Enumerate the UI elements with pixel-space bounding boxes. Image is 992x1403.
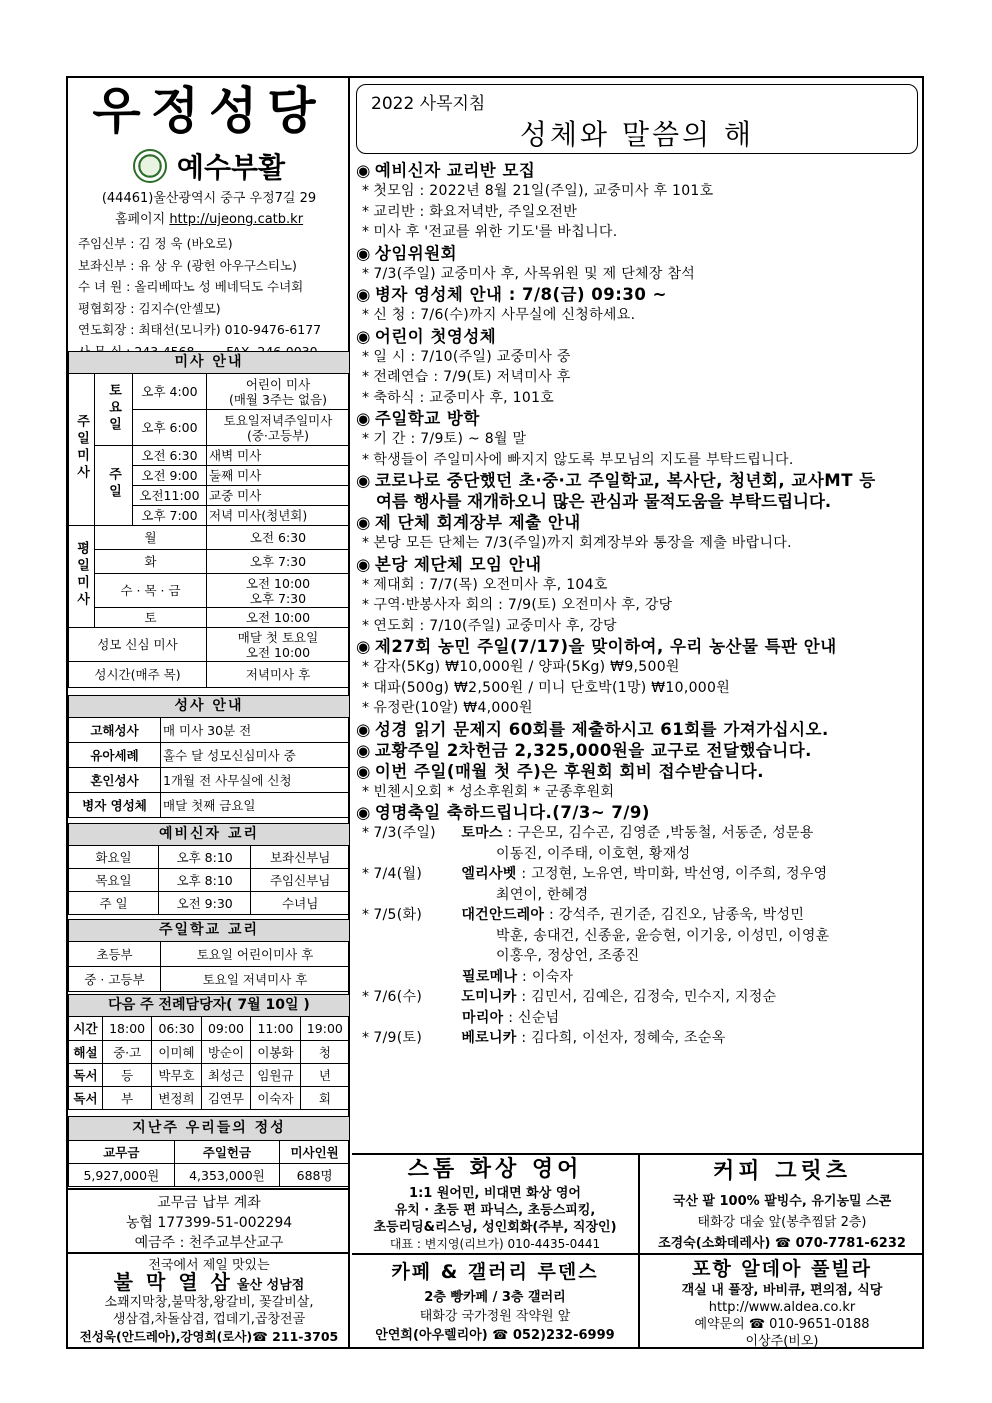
announcement-title: 주일학교 방학 xyxy=(374,409,480,428)
feast-row xyxy=(356,1028,922,1049)
mass-name: 교중 미사 xyxy=(207,486,350,506)
feast-names-continued: 박훈, 송대건, 신종윤, 윤승현, 이기웅, 이성민, 이영훈 xyxy=(496,927,830,944)
announcement-title: 본당 제단체 모임 안내 xyxy=(374,554,542,574)
duty-cell: 김연무 xyxy=(201,1087,250,1110)
announcement-item xyxy=(356,388,922,409)
duty-header: 06:30 xyxy=(152,1017,201,1041)
duty-header: 19:00 xyxy=(300,1017,349,1041)
ad-name-line xyxy=(68,1270,350,1294)
mass-time: 오전 6:30 xyxy=(133,446,207,466)
bullet-asterisk-icon: * xyxy=(362,369,370,385)
duty-cell: 이숙자 xyxy=(251,1087,300,1110)
announcement-heading xyxy=(356,636,922,657)
english-ad xyxy=(352,1153,640,1253)
feast-names: 고정현, 노유연, 박미화, 박선영, 이주희, 정우영 xyxy=(531,866,828,882)
feast-names-continued: 이동진, 이주태, 이호현, 황재성 xyxy=(496,845,691,862)
sacrament-desc: 매 미사 30분 전 xyxy=(161,718,350,743)
account-title: 교무금 납부 계좌 xyxy=(157,1195,261,1211)
account-number: 농협 177399-51-002294 xyxy=(125,1215,293,1231)
ad-title: 스톰 화상 영어 xyxy=(407,1157,583,1182)
ad-line: 태화강 대숲 앞(봉추찜닭 2층) xyxy=(697,1215,867,1230)
sunday-school-title: 주일학교 교리 xyxy=(69,920,350,942)
season-title: 예수부활 xyxy=(176,151,286,184)
feast-date: 7/3(주일) xyxy=(373,825,436,841)
announcement-heading xyxy=(356,326,922,347)
announcement-text: 미사 후 '전교를 위한 기도'를 바칩니다. xyxy=(373,224,618,240)
sacrament-desc: 1개월 전 사무실에 신청 xyxy=(161,768,350,793)
bullet-asterisk-icon: * xyxy=(362,389,370,406)
bullet-asterisk-icon: * xyxy=(362,866,370,882)
ad-name: 불 막 열 삼 xyxy=(113,1270,233,1294)
feast-row xyxy=(356,967,922,988)
feast-row xyxy=(356,864,922,885)
restaurant-ad xyxy=(68,1252,350,1347)
duty-cell: 회 xyxy=(300,1087,349,1110)
feast-row xyxy=(356,987,922,1008)
announcement-text: 전례연습 : 7/9(토) 저녁미사 후 xyxy=(373,369,571,385)
sacrament-desc: 홀수 달 성모신심미사 중 xyxy=(161,743,350,768)
announcement-text: 일 시 : 7/10(주일) 교중미사 중 xyxy=(373,348,571,365)
ad-title: 커피 그릿츠 xyxy=(713,1159,851,1184)
mass-time: 오전 9:00 xyxy=(133,466,207,486)
announcement-item xyxy=(356,202,922,223)
bullet-circle-icon: ◉ xyxy=(356,161,371,180)
mass-time: 오후 6:00 xyxy=(133,410,207,446)
feast-saint: 엘리사벳 xyxy=(461,866,517,882)
feast-saint: 필로메나 xyxy=(462,968,518,985)
bullet-circle-icon: ◉ xyxy=(356,740,371,760)
announcement-title: 교황주일 2차헌금 2,325,000원을 교구로 전달했습니다. xyxy=(374,740,812,760)
bullet-asterisk-icon: * xyxy=(362,659,370,675)
right-column xyxy=(352,78,924,1347)
parish-title: 우정성당 xyxy=(92,82,326,140)
announcement-text: 학생들이 주일미사에 빠지지 않도록 부모님의 지도를 부탁드립니다. xyxy=(373,451,794,468)
ad-line: 조경숙(소화데레사) ☎ 070-7781-6232 xyxy=(658,1236,906,1251)
feast-saint: 마리아 xyxy=(462,1009,504,1026)
mass-name: 토요일저녁주일미사 (중·고등부) xyxy=(207,410,350,446)
bullet-asterisk-icon: * xyxy=(362,535,370,551)
ad-line: 소꽤지막창,불막창,왕갈비, 꽃갈비살, xyxy=(104,1295,314,1310)
announcement-heading xyxy=(356,512,922,533)
staff-line: 평협회장 : 김지수(안셀모) xyxy=(78,300,221,316)
offering-header: 미사인원 xyxy=(280,1141,350,1164)
announcements xyxy=(356,160,922,1049)
bullet-asterisk-icon: * xyxy=(362,989,370,1005)
feast-date: 7/4(월) xyxy=(373,866,423,882)
announcement-item xyxy=(356,678,922,699)
sacrament-name: 혼인성사 xyxy=(69,768,161,793)
feast-names-continued: 최연이, 한혜경 xyxy=(496,886,589,903)
feast-row xyxy=(356,905,922,926)
school-group: 초등부 xyxy=(69,942,161,967)
duty-role: 독서 xyxy=(69,1064,103,1087)
announcement-text: 대파(500g) ₩2,500원 / 미니 단호박(1망) ₩10,000원 xyxy=(373,679,731,696)
feast-names: 구은모, 김수곤, 김영준 ,박동철, 서동준, 성문용 xyxy=(517,825,814,841)
weekday-mass-label: 평일미사 xyxy=(74,541,89,609)
duty-header: 시간 xyxy=(69,1017,103,1041)
bullet-asterisk-icon: * xyxy=(362,224,370,240)
ad-branch: 울산 성남점 xyxy=(236,1278,305,1293)
left-column xyxy=(68,78,350,1347)
announcement-text: 감자(5Kg) ₩10,000원 / 양파(5Kg) ₩9,500원 xyxy=(373,659,680,675)
duty-cell: 년 xyxy=(300,1064,349,1087)
announcement-heading xyxy=(356,761,922,782)
mass-name: 저녁 미사(청년회) xyxy=(207,506,350,526)
announcement-item xyxy=(356,181,922,202)
announcement-heading xyxy=(356,160,922,181)
ad-line: 초등리딩&리스닝, 성인회화(주부, 직장인) xyxy=(373,1220,617,1235)
announcement-heading xyxy=(356,719,922,740)
feast-colon: : xyxy=(544,907,559,923)
holy-hour-time: 저녁미사 후 xyxy=(207,662,350,688)
mass-name: 어린이 미사 (매월 3주는 없음) xyxy=(207,374,350,410)
weekday-time: 오후 7:30 xyxy=(207,550,350,574)
bullet-asterisk-icon: * xyxy=(362,348,370,365)
bullet-circle-icon: ◉ xyxy=(356,243,371,263)
announcement-heading xyxy=(356,284,922,305)
school-time: 토요일 어린이미사 후 xyxy=(161,942,350,967)
offering-value: 5,927,000원 xyxy=(69,1164,175,1187)
feast-names: 신순넘 xyxy=(518,1009,560,1026)
class-day: 목요일 xyxy=(69,869,159,892)
announcement-title: 상임위원회 xyxy=(374,243,458,263)
bullet-circle-icon: ◉ xyxy=(356,803,371,822)
weekday-day: 수 · 목 · 금 xyxy=(95,574,207,608)
announcement-item xyxy=(356,657,922,678)
sacrament-name: 고해성사 xyxy=(69,718,161,743)
class-teacher: 보좌신부님 xyxy=(251,846,350,869)
ad-contact: 전성욱(안드레아),강영희(로사)☎ 211-3705 xyxy=(79,1329,339,1344)
ad-line: 2층 빵카페 / 3층 갤러리 xyxy=(424,1290,566,1305)
ad-line: 이상주(비오) xyxy=(745,1334,819,1349)
feast-colon: : xyxy=(516,989,532,1005)
bullet-asterisk-icon: * xyxy=(362,265,370,282)
duty-cell: 이미혜 xyxy=(152,1041,201,1064)
homepage-label: 홈페이지 xyxy=(114,212,166,227)
ad-line: http://www.aldea.co.kr xyxy=(708,1300,856,1315)
announcement-title: 이번 주일(매월 첫 주)은 후원회 회비 접수받습니다. xyxy=(374,761,765,781)
announcement-text: 빈첸시오회 * 성소후원회 * 군종후원회 xyxy=(373,783,615,800)
announcement-heading xyxy=(356,554,922,575)
offering-header: 교무금 xyxy=(69,1141,175,1164)
announcement-text: 유정란(10알) ₩4,000원 xyxy=(373,700,533,716)
feast-saint: 토마스 xyxy=(461,825,503,841)
announcement-title: 코로나로 중단했던 초·중·고 주일학교, 복사단, 청년회, 교사MT 등 xyxy=(374,471,876,490)
bullet-circle-icon: ◉ xyxy=(356,761,371,781)
offering-header: 주일헌금 xyxy=(174,1141,280,1164)
offering-value: 688명 xyxy=(280,1164,350,1187)
sacrament-name: 병자 영성체 xyxy=(69,793,161,818)
mass-time: 오후 4:00 xyxy=(133,374,207,410)
announcement-text: 기 간 : 7/9토) ~ 8월 말 xyxy=(373,431,527,447)
mass-time: 오전11:00 xyxy=(133,486,207,506)
ad-line: 국산 팥 100% 팥빙수, 유기농밀 스콘 xyxy=(672,1194,892,1209)
announcement-item xyxy=(356,429,922,450)
cafe-ad xyxy=(352,1253,640,1347)
class-teacher: 주임신부님 xyxy=(251,869,350,892)
announcement-title: 제27회 농민 주일(7/17)을 맞이하여, 우리 농산물 특판 안내 xyxy=(374,637,837,656)
ad-title: 포항 알데아 풀빌라 xyxy=(691,1258,873,1280)
bullet-circle-icon: ◉ xyxy=(356,554,371,574)
feast-names-continued: 이홍우, 정상언, 조종진 xyxy=(496,948,640,964)
season-row xyxy=(68,146,350,186)
announcement-title: 제 단체 회계장부 제출 안내 xyxy=(374,513,581,532)
school-group: 중 · 고등부 xyxy=(69,967,161,992)
announcement-item xyxy=(356,264,922,285)
feast-colon: : xyxy=(516,866,532,882)
bullet-circle-icon: ◉ xyxy=(356,719,371,739)
ad-line: 태화강 국가정원 작약원 앞 xyxy=(419,1309,571,1324)
bullet-asterisk-icon: * xyxy=(362,679,370,696)
liturgy-duty-table xyxy=(68,994,350,1110)
saturday-label: 토요일 xyxy=(106,382,121,434)
motto-year: 2022 사목지침 xyxy=(371,94,486,114)
bullet-asterisk-icon: * xyxy=(362,183,370,199)
feast-saint: 베로니카 xyxy=(461,1030,517,1046)
announcement-heading xyxy=(356,470,922,491)
announcement-text: 연도회 : 7/10(주일) 교중미사 후, 강당 xyxy=(373,617,617,634)
bullet-circle-icon: ◉ xyxy=(356,513,371,532)
weekday-day: 토 xyxy=(95,608,207,628)
bullet-circle-icon: ◉ xyxy=(356,471,371,490)
marian-mass-label: 성모 신심 미사 xyxy=(69,628,207,662)
feast-title: 영명축일 축하드립니다.(7/3~ 7/9) xyxy=(374,803,650,822)
offering-table xyxy=(68,1116,350,1187)
duty-cell: 등 xyxy=(103,1064,152,1087)
duty-cell: 중·고 xyxy=(103,1041,152,1064)
ad-line: 예약문의 ☎ 010-9651-0188 xyxy=(694,1317,870,1332)
feast-date: 7/9(토) xyxy=(373,1030,423,1046)
staff-line: 보좌신부 : 유 상 우 (광헌 아우구스티노) xyxy=(78,257,297,273)
weekday-time: 오전 10:00 오후 7:30 xyxy=(207,574,350,608)
duty-header: 11:00 xyxy=(251,1017,300,1041)
coffee-ad xyxy=(640,1153,924,1253)
sunday-label: 주일 xyxy=(106,467,121,501)
duty-cell: 이봉화 xyxy=(251,1041,300,1064)
staff-line: 연도회장 : 최태선(모니카) 010-9476-6177 xyxy=(78,322,322,337)
offering-title: 지난주 우리들의 정성 xyxy=(69,1117,350,1141)
duty-role: 해설 xyxy=(69,1041,103,1064)
bullet-asterisk-icon: * xyxy=(362,451,370,468)
bulletin-page xyxy=(66,76,924,1349)
feast-date: 7/6(수) xyxy=(373,989,423,1005)
holy-hour-label: 성시간(매주 목) xyxy=(69,662,207,688)
duty-cell: 방순이 xyxy=(201,1041,250,1064)
announcement-title: 병자 영성체 안내 : 7/8(금) 09:30 ~ xyxy=(374,285,667,304)
announcement-continued: 여름 행사를 재개하오니 많은 관심과 물적도움을 부탁드립니다. xyxy=(376,492,832,511)
announcement-text: 축하식 : 교중미사 후, 101호 xyxy=(373,389,555,406)
account-box xyxy=(68,1188,350,1252)
feast-colon: : xyxy=(516,1030,532,1046)
sacrament-table xyxy=(68,695,350,818)
announcement-item xyxy=(356,616,922,637)
announcement-item xyxy=(356,698,922,719)
announcement-title: 성경 읽기 문제지 60회를 제출하시고 61회를 가져가십시오. xyxy=(374,719,829,739)
school-time: 토요일 저녁미사 후 xyxy=(161,967,350,992)
announcement-item xyxy=(356,782,922,803)
class-time: 오후 8:10 xyxy=(159,869,251,892)
announcement-text: 7/3(주일) 교중미사 후, 사목위원 및 제 단체장 참석 xyxy=(373,265,696,282)
duty-cell: 청 xyxy=(300,1041,349,1064)
weekday-time: 오전 6:30 xyxy=(207,526,350,550)
announcement-item xyxy=(356,347,922,368)
homepage-link[interactable]: http://ujeong.catb.kr xyxy=(169,212,304,227)
feast-names: 김다희, 이선자, 정혜숙, 조순옥 xyxy=(531,1030,726,1046)
duty-cell: 최성근 xyxy=(201,1064,250,1087)
duty-role: 독서 xyxy=(69,1087,103,1110)
staff-line: 수 녀 원 : 올리베따노 성 베네딕도 수녀회 xyxy=(78,279,304,294)
ad-line: 대표 : 변지영(리브가) 010-4435-0441 xyxy=(389,1237,601,1251)
mass-name: 새벽 미사 xyxy=(207,446,350,466)
marian-mass-time: 매달 첫 토요일 오전 10:00 xyxy=(207,628,350,662)
class-day: 주 일 xyxy=(69,892,159,915)
sunday-school-table xyxy=(68,919,350,992)
motto-title: 성체와 말씀의 해 xyxy=(519,118,755,151)
announcement-item xyxy=(356,575,922,596)
announcement-text: 본당 모든 단체는 7/3(주일)까지 회계장부와 통장을 제출 바랍니다. xyxy=(373,535,792,551)
class-time: 오후 8:10 xyxy=(159,846,251,869)
announcement-heading xyxy=(356,802,922,823)
announcement-text: 제대회 : 7/7(목) 오전미사 후, 104호 xyxy=(373,576,608,593)
account-holder: 예금주 : 천주교부산교구 xyxy=(134,1235,284,1251)
catechumen-title: 예비신자 교리 xyxy=(69,824,350,846)
sacrament-title: 성사 안내 xyxy=(69,696,350,718)
duty-title: 다음 주 전례담당자( 7월 10일 ) xyxy=(69,995,350,1017)
ad-line: 안연희(아우렐리아) ☎ 052)232-6999 xyxy=(375,1328,615,1343)
announcement-item xyxy=(356,450,922,471)
announcement-text: 첫모임 : 2022년 8월 21일(주일), 교중미사 후 101호 xyxy=(373,183,714,199)
bullet-asterisk-icon: * xyxy=(362,783,370,800)
bullet-asterisk-icon: * xyxy=(362,576,370,593)
announcement-text: 교리반 : 화요저녁반, 주일오전반 xyxy=(373,203,578,220)
feast-saint: 도미니카 xyxy=(461,989,517,1005)
feast-names: 이숙자 xyxy=(531,968,574,985)
staff-list xyxy=(68,233,350,362)
bullet-asterisk-icon: * xyxy=(362,907,370,923)
feast-colon: : xyxy=(517,968,532,985)
sacrament-name: 유아세례 xyxy=(69,743,161,768)
villa-ad xyxy=(640,1253,924,1347)
announcement-item xyxy=(356,367,922,388)
announcement-heading xyxy=(356,408,922,429)
duty-cell: 부 xyxy=(103,1087,152,1110)
bullet-asterisk-icon: * xyxy=(362,597,370,613)
feast-colon: : xyxy=(502,825,518,841)
mass-title: 미사 안내 xyxy=(69,352,350,374)
duty-cell: 박무호 xyxy=(152,1064,201,1087)
announcement-title: 어린이 첫영성체 xyxy=(374,326,497,346)
duty-header: 09:00 xyxy=(201,1017,250,1041)
duty-header: 18:00 xyxy=(103,1017,152,1041)
ad-line: 객실 내 풀장, 바비큐, 편의점, 식당 xyxy=(681,1283,883,1298)
duty-cell: 임원규 xyxy=(251,1064,300,1087)
announcement-heading xyxy=(356,243,922,264)
feast-names: 강석주, 권기준, 김진오, 남종욱, 박성민 xyxy=(558,907,805,923)
ad-line: 유치 · 초등 편 파닉스, 초등스피킹, xyxy=(394,1203,596,1218)
bullet-circle-icon: ◉ xyxy=(356,409,371,428)
class-time: 오전 9:30 xyxy=(159,892,251,915)
bullet-asterisk-icon: * xyxy=(362,700,370,716)
homepage-line xyxy=(68,209,350,230)
bullet-asterisk-icon: * xyxy=(362,617,370,634)
ad-line: 생삼겹,차돌삼겹, 껍데기,곱창전골 xyxy=(112,1312,306,1327)
class-teacher: 수녀님 xyxy=(251,892,350,915)
parish-logo-icon xyxy=(133,149,167,183)
sacrament-desc: 매달 첫째 금요일 xyxy=(161,793,350,818)
bullet-circle-icon: ◉ xyxy=(356,326,371,346)
bullet-circle-icon: ◉ xyxy=(356,285,371,304)
announcement-item xyxy=(356,595,922,616)
feast-row xyxy=(356,823,922,844)
offering-value: 4,353,000원 xyxy=(174,1164,280,1187)
feast-names: 김민서, 김예은, 김정숙, 민수지, 지정순 xyxy=(531,989,777,1005)
sunday-mass-label: 주일미사 xyxy=(74,414,89,482)
bullet-asterisk-icon: * xyxy=(362,307,370,323)
announcement-item xyxy=(356,533,922,554)
ad-line: 전국에서 제일 맛있는 xyxy=(148,1258,270,1273)
ad-title: 카페 & 갤러리 루덴스 xyxy=(391,1261,599,1283)
bullet-asterisk-icon: * xyxy=(362,1030,370,1046)
weekday-day: 월 xyxy=(95,526,207,550)
announcement-item xyxy=(356,222,922,243)
announcement-text: 구역·반봉사자 회의 : 7/9(토) 오전미사 후, 강당 xyxy=(373,597,673,613)
ad-line: 1:1 원어민, 비대면 화상 영어 xyxy=(409,1186,581,1201)
feast-colon: : xyxy=(503,1009,519,1026)
bullet-circle-icon: ◉ xyxy=(356,637,371,656)
address: (44461)울산광역시 중구 우정7길 29 xyxy=(101,191,317,206)
bullet-asterisk-icon: * xyxy=(362,825,370,841)
catechumen-table xyxy=(68,823,350,915)
announcement-text: 신 청 : 7/6(수)까지 사무실에 신청하세요. xyxy=(373,307,636,323)
feast-saint: 대건안드레아 xyxy=(461,907,545,923)
announcement-heading xyxy=(356,740,922,761)
staff-line: 주임신부 : 김 정 욱 (바오로) xyxy=(78,236,233,251)
feast-date: 7/5(화) xyxy=(373,907,423,923)
weekday-day: 화 xyxy=(95,550,207,574)
announcement-item xyxy=(356,305,922,326)
class-day: 화요일 xyxy=(69,846,159,869)
mass-schedule xyxy=(68,351,350,688)
feast-row xyxy=(356,1008,922,1029)
announcement-title: 예비신자 교리반 모집 xyxy=(374,161,536,180)
mass-time: 오후 7:00 xyxy=(133,506,207,526)
mass-name: 둘째 미사 xyxy=(207,466,350,486)
weekday-time: 오전 10:00 xyxy=(207,608,350,628)
duty-cell: 변정희 xyxy=(152,1087,201,1110)
motto-box xyxy=(356,84,918,154)
bullet-asterisk-icon: * xyxy=(362,203,370,220)
bullet-asterisk-icon: * xyxy=(362,431,370,447)
